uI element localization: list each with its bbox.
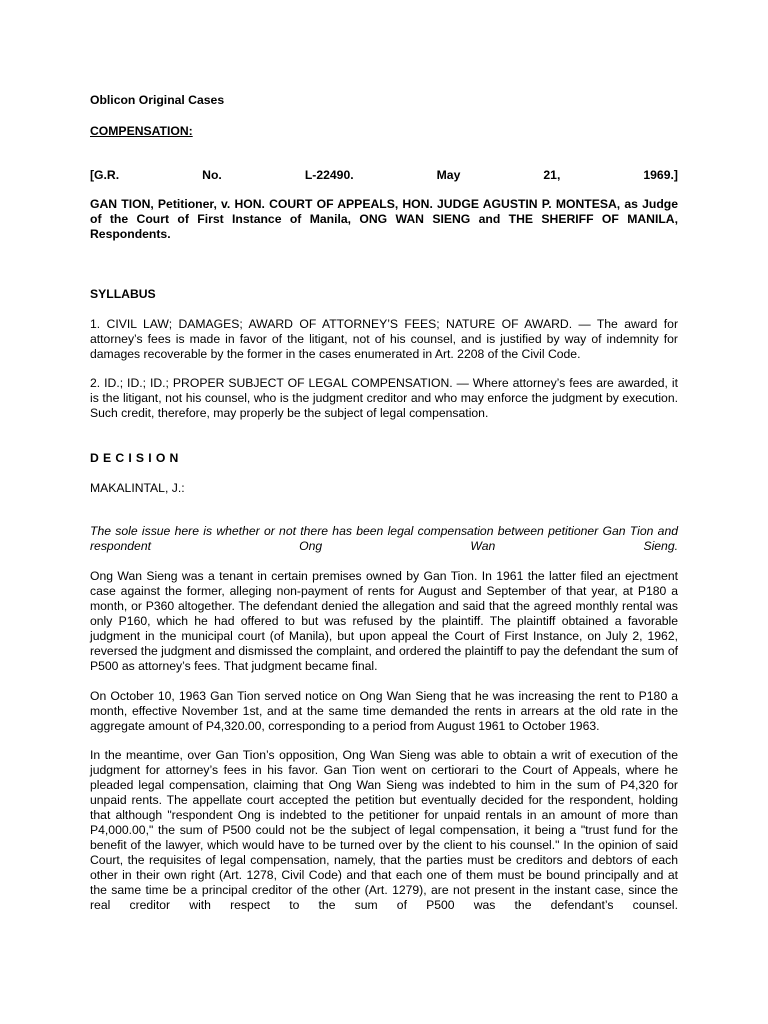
issue-statement: The sole issue here is whether or not there has been legal compensation between petitioner Gan Tion and respondent Ong Wan Sieng.: [90, 524, 678, 553]
citation-part: 1969.]: [643, 168, 678, 182]
case-parties: GAN TION, Petitioner, v. HON. COURT OF APPEALS, HON. JUDGE AGUSTIN P. MONTESA, as Judge of the Court of First Instance of Manila, ONG WAN SIENG and THE SHERIFF OF MANILA, Respondents.: [90, 197, 678, 241]
syllabus-item-1: 1. CIVIL LAW; DAMAGES; AWARD OF ATTORNEY’S FEES; NATURE OF AWARD. — The award for attorney’s fees is made in favor of the litigant, not of his counsel, and is justified by way of indemnity for damages recoverable by the former in the cases enumerated in Art. 2208 of the Civil Code.: [90, 317, 678, 361]
section-heading: COMPENSATION:: [90, 124, 193, 138]
body-paragraph-3: In the meantime, over Gan Tion’s opposition, Ong Wan Sieng was able to obtain a writ of execution of the judgment for attorney’s fees in his favor. Gan Tion went on certiorari to the Court of Appeals, where he pleaded legal compensation, claiming that Ong Wan Sieng was indebted to him in the sum of P4,320 for unpaid rents. The appellate court accepted the petition but eventually decided for the respondent, holding that although "respondent Ong is indebted to the petitioner for unpaid rentals in an amount of more than P4,000.00," the sum of P500 could not be the subject of legal compensation, it being a "trust fund for the benefit of the lawyer, which would have to be turned over by the client to his counsel." In the opinion of said Court, the requisites of legal compensation, namely, that the parties must be creditors and debtors of each other in their own right (Art. 1278, Civil Code) and that each one of them must be bound principally and at the same time be a principal creditor of the other (Art. 1279), are not present in the instant case, since the real creditor with respect to the sum of P500 was the defendant’s counsel.: [90, 748, 678, 912]
decision-heading: DECISION: [90, 451, 183, 465]
syllabus-heading: SYLLABUS: [90, 287, 156, 301]
citation-part: May: [436, 168, 461, 182]
body-paragraph-2: On October 10, 1963 Gan Tion served notice on Ong Wan Sieng that he was increasing the rent to P180 a month, effective November 1st, and at the same time demanded the rents in arrears at the old rate in the aggregate amount of P4,320.00, corresponding to a period from August 1961 to October 1963.: [90, 689, 678, 733]
syllabus-item-2: 2. ID.; ID.; ID.; PROPER SUBJECT OF LEGAL COMPENSATION. — Where attorney’s fees are awarded, it is the litigant, not his counsel, who is the judgment creditor and who may enforce the judgment by execution. Such credit, therefore, may properly be the subject of legal compensation.: [90, 376, 678, 420]
citation-part: L-22490.: [304, 168, 354, 182]
ponente: MAKALINTAL, J.:: [90, 481, 185, 495]
citation-part: [G.R.: [90, 168, 120, 182]
case-citation: [90, 168, 678, 183]
document-title: Oblicon Original Cases: [90, 93, 225, 107]
body-paragraph-1: Ong Wan Sieng was a tenant in certain premises owned by Gan Tion. In 1961 the latter filed an ejectment case against the former, alleging non-payment of rents for August and September of that year, at P180 a month, or P360 altogether. The defendant denied the allegation and said that the agreed monthly rental was only P160, which he had offered to but was refused by the plaintiff. The plaintiff obtained a favorable judgment in the municipal court (of Manila), but upon appeal the Court of First Instance, on July 2, 1962, reversed the judgment and dismissed the complaint, and ordered the plaintiff to pay the defendant the sum of P500 as attorney’s fees. That judgment became final.: [90, 569, 678, 673]
citation-part: No.: [202, 168, 222, 182]
citation-part: 21,: [543, 168, 561, 182]
